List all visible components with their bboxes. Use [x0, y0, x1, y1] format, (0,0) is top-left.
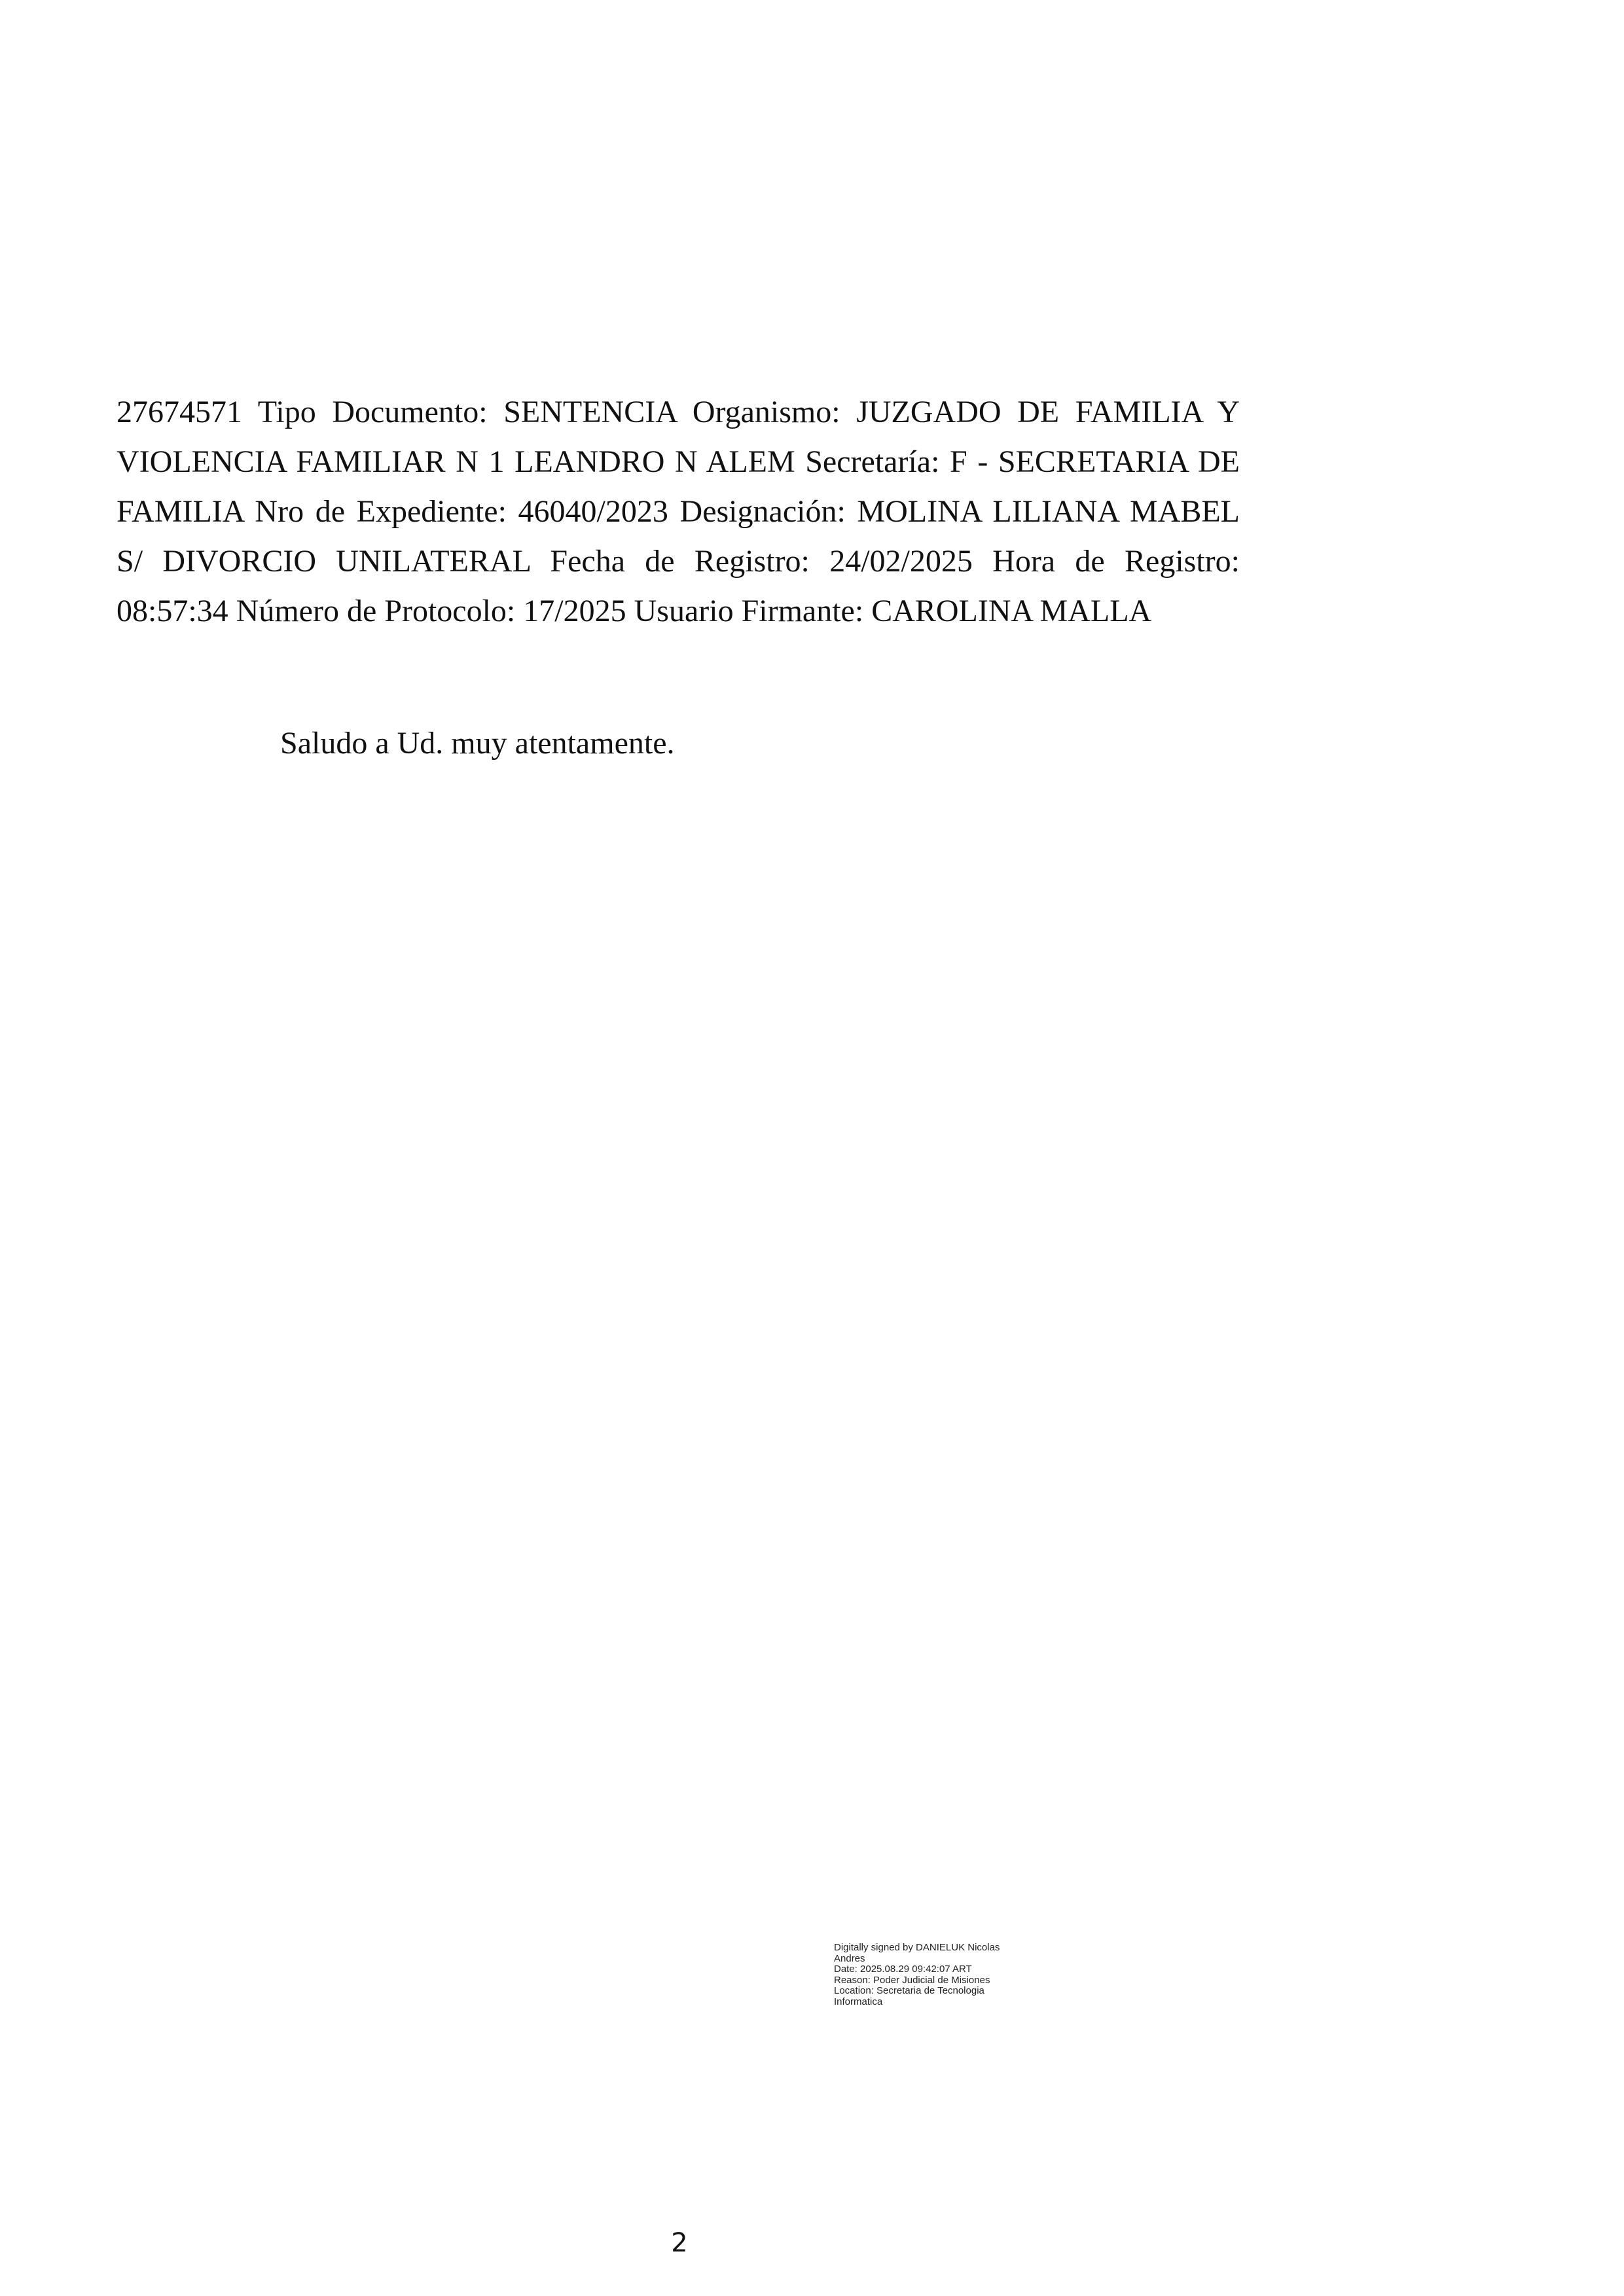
signature-line-location: Location: Secretaria de Tecnologia — [834, 1985, 984, 1996]
signature-line-date: Date: 2025.08.29 09:42:07 ART — [834, 1964, 972, 1975]
document-metadata-paragraph: 27674571 Tipo Documento: SENTENCIA Organismo: JUZGADO DE FAMILIA Y VIOLENCIA FAMILIAR N 1 LEANDRO N ALEM Secretaría: F - SECRETARIA DE FAMILIA Nro de Expediente: 46040/2023 Designación: MOLINA LILIANA MABEL S/ DIVORCIO UNILATERAL Fecha de Registro: 24/02/2025 Hora de Registro: 08:57:34 Número de Protocolo: 17/2025 Usuario Firmante: CAROLINA MALLA — [117, 395, 1240, 628]
signature-line-signer-cont: Andres — [834, 1952, 865, 1964]
digital-signature-block — [834, 1943, 1109, 2007]
page-number: 2 — [671, 2228, 688, 2258]
signature-line-reason: Reason: Poder Judicial de Misiones — [834, 1974, 990, 1986]
signature-line-location-cont: Informatica — [834, 1996, 883, 2007]
signature-line-signer: Digitally signed by DANIELUK Nicolas — [834, 1942, 1000, 1953]
closing-salutation: Saludo a Ud. muy atentamente. — [280, 726, 675, 761]
